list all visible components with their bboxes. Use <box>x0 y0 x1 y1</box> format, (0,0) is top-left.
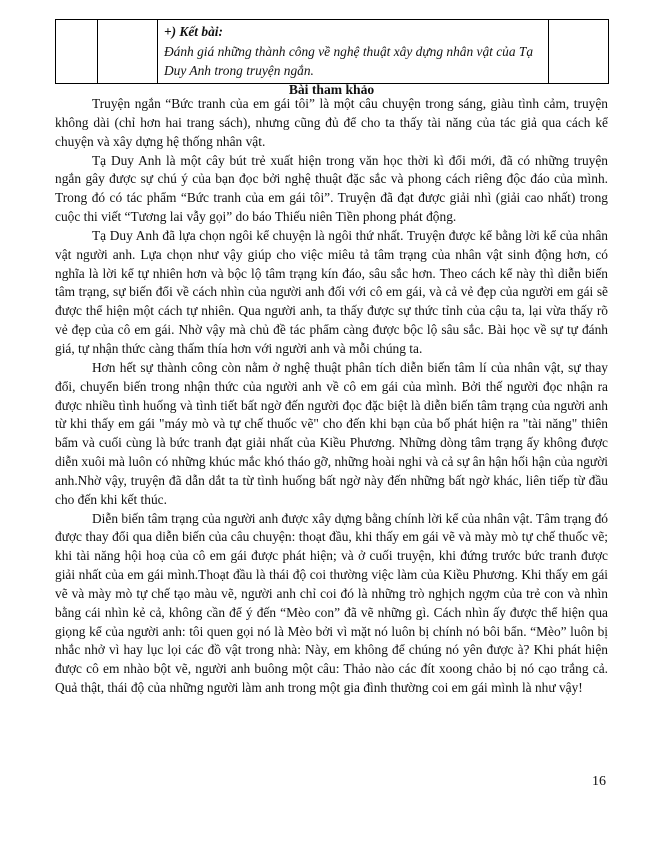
paragraph-3: Tạ Duy Anh đã lựa chọn ngôi kể chuyện là ngôi thứ nhất. Truyện được kể bằng lời kể của nhân vật người anh. Lựa chọn như vậy giúp cho việc miêu tả tâm trạng của nhân vật sinh động hơn, có nghĩa là lời kể tự nhiên hơn và bộc lộ tâm trạng kín đáo, sâu sắc hơn. Theo cách kể này thì diễn biến tâm trạng, sự biến đổi về cách nhìn của người anh đối với cô em gái, và cả vẻ đẹp của người em gái sẽ được thể hiện một cách tự nhiên. Qua người anh, ta thấy được sự thức tỉnh của cậu ta, lại vừa thấy rõ vẻ đẹp của cô em gái. Nhờ vậy mà chủ đề tác phẩm càng được bộc lộ sâu sắc. Bài học về sự tự đánh giá, tự nhận thức càng thấm thía hơn với người anh và mỗi chúng ta. <box>55 227 608 356</box>
table-cell-blank-1 <box>56 20 98 84</box>
table-cell-blank-3 <box>549 20 609 84</box>
outline-table <box>55 19 609 84</box>
paragraph-5: Diễn biến tâm trạng của người anh được xây dựng bằng chính lời kể của nhân vật. Tâm trạng đó được thay đổi qua diễn biến của câu chuyện: thoạt đầu, khi thấy em gái vẽ và mày mò tự chế thuốc vẽ; khi tài năng hội hoạ của cô em gái được phát hiện; và ở cuối truyện, khi đứng trước bức tranh được giải nhất của em gái mình.Thoạt đầu là thái độ coi thường việc làm của Kiều Phương. Khi thấy em gái vẽ và mày mò tự chế tạo màu vẽ, người anh chỉ coi đó là những trò nghịch ngợm của trẻ con và nhìn bằng cái nhìn kẻ cả, không cần để ý đến “Mèo con” đã vẽ những gì. Cách nhìn ấy được thể hiện qua giọng kể của người anh: tôi quen gọi nó là Mèo bởi vì mặt nó luôn bị chính nó bôi bẩn. “Mèo” luôn bị nhắc nhở vì hay lục lọi các đồ vật trong nhà: Này, em không để chúng nó yên được à? Khi phát hiện được cô em nhào bột vẽ, người anh buông một câu: Thảo nào các đít xoong chảo bị nó cạo trắng cả. Quả thật, thái độ của những người làm anh trong một gia đình thường coi em gái mình là như vậy! <box>55 510 608 696</box>
ket-bai-heading: +) Kết bài: <box>164 24 223 39</box>
ket-bai-text: Đánh giá những thành công về nghệ thuật xây dựng nhân vật của Tạ Duy Anh trong truyện ngắn. <box>164 43 534 78</box>
paragraph-2: Tạ Duy Anh là một cây bút trẻ xuất hiện trong văn học thời kì đổi mới, đã có những truyện ngắn gây được sự chú ý của bạn đọc bởi nghệ thuật đặc sắc và phong cách riêng độc đáo của mình. Trong đó có tác phẩm “Bức tranh của em gái tôi”. Truyện đã đạt được giải nhì (giải cao nhất) trong cuộc thi viết “Tương lai vẫy gọi” do báo Thiếu niên Tiền phong phát động. <box>55 152 608 225</box>
section-title: Bài tham khảo <box>288 82 375 97</box>
paragraph-4: Hơn hết sự thành công còn nằm ở nghệ thuật phân tích diễn biến tâm lí của nhân vật, sự thay đổi, chuyển biến trong nhận thức của người anh về cô em gái của mình. Bởi thế người đọc nhận ra được nhiều tình huống và tình tiết bất ngờ đến người đọc đặc biệt là diễn biến tâm trạng của người anh từ khi thấy em gái "máy mò và tự chế thuốc vẽ" cho đến khi bạn của bố phát hiện ra "tài năng" thiên bẩm và cuối cùng là bức tranh đạt giải nhất của Kiều Phương. Những dòng tâm trạng ấy không được diễn xuôi mà luôn có những khúc mắc khó tháo gỡ, những hoài nghi và cả sự ân hận hối hận của người anh.Nhờ vậy, truyện đã dẫn dắt ta từ tình huống bất ngờ này đến những bất ngờ khác, liên tiếp từ đầu cho đến khi kết thúc. <box>55 359 608 507</box>
table-cell-content <box>158 20 549 84</box>
page-number: 16 <box>592 774 606 789</box>
paragraph-1: Truyện ngắn “Bức tranh của em gái tôi” là một câu chuyện trong sáng, giàu tình cảm, truyện không dài (chỉ hơn hai trang sách), nhưng cũng đủ để cho ta thấy tài năng của tác giả qua cách kể chuyện và xây dựng hệ thống nhân vật. <box>55 96 608 149</box>
table-row <box>56 20 609 84</box>
essay-body <box>55 95 608 698</box>
table-cell-blank-2 <box>98 20 158 84</box>
